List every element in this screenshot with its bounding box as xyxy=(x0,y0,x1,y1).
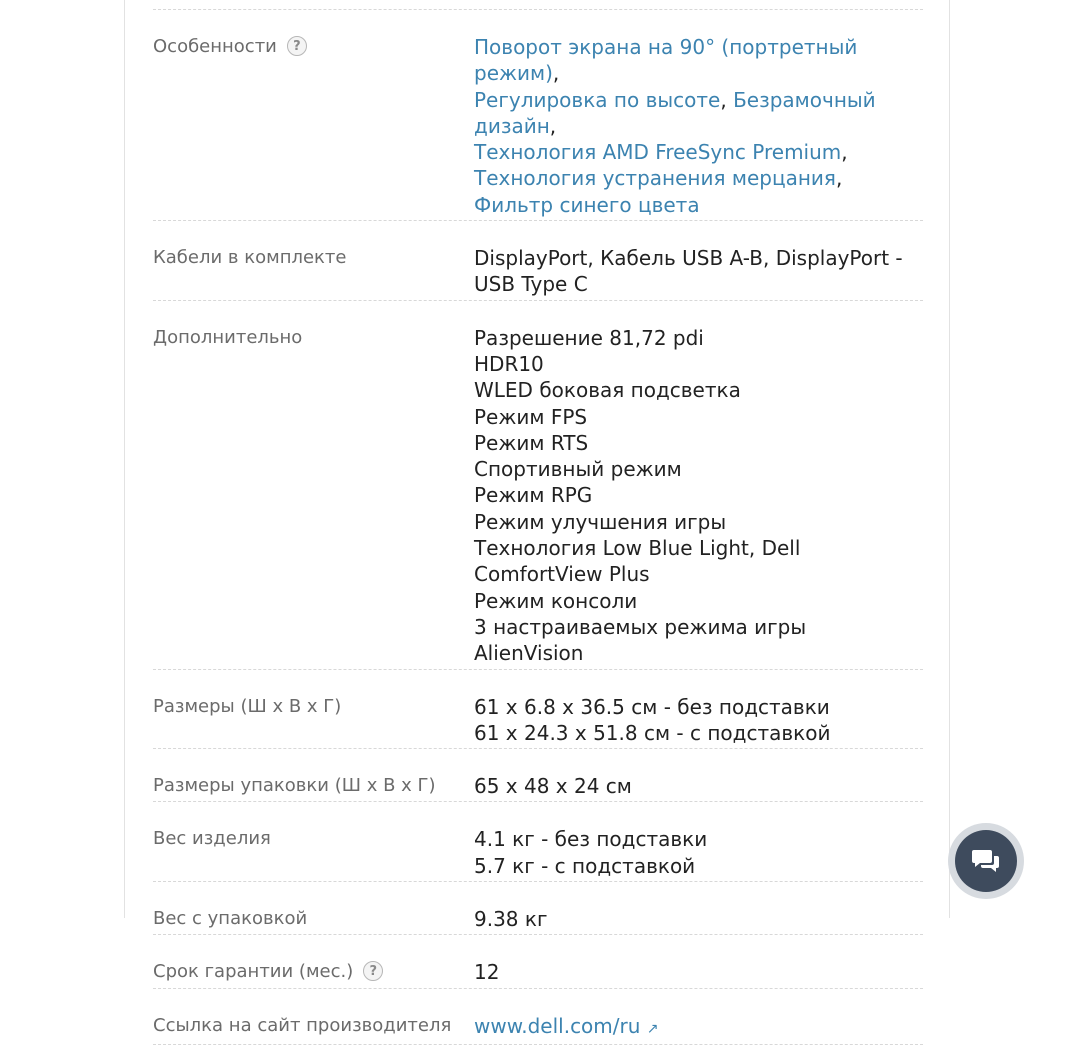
spec-value-weight-packed: 9.38 кг xyxy=(474,907,548,932)
feature-link-flicker-free[interactable]: Технология устранения мерцания xyxy=(474,166,836,191)
spec-value-manufacturer-site xyxy=(474,1013,923,1042)
spec-label-features: Особенности xyxy=(153,36,277,57)
spec-label-weight-packed: Вес с упаковкой xyxy=(153,908,308,930)
dimension-line: 61 x 24.3 x 51.8 см - с подставкой xyxy=(474,720,831,745)
extra-line: HDR10 xyxy=(474,351,544,376)
manufacturer-link[interactable]: www.dell.com/ru xyxy=(474,1013,641,1038)
spec-value-extra xyxy=(474,325,923,667)
spec-value-dimensions xyxy=(474,694,923,747)
chat-bubbles-icon xyxy=(971,847,1001,875)
extra-line: Режим улучшения игры xyxy=(474,509,727,534)
spec-row-warranty xyxy=(153,935,923,988)
weight-line: 5.7 кг - с подставкой xyxy=(474,853,696,878)
feature-link-rotation[interactable]: Поворот экрана на 90° (портретный режим) xyxy=(474,35,858,86)
spec-value-package-dimensions: 65 x 48 x 24 см xyxy=(474,774,632,799)
feature-link-frameless[interactable]: Безрамочный дизайн xyxy=(474,87,876,138)
extra-line: AlienVision xyxy=(474,641,584,666)
spec-row-dimensions xyxy=(153,670,923,750)
extra-line: Спортивный режим xyxy=(474,457,682,482)
spec-value-cables: DisplayPort, Кабель USB A-B, DisplayPort - USB Type C xyxy=(474,246,903,297)
spec-label-weight: Вес изделия xyxy=(153,828,271,850)
spec-row-features xyxy=(153,10,923,221)
chat-button[interactable] xyxy=(955,830,1017,892)
spec-label-warranty: Срок гарантии (мес.) xyxy=(153,961,354,983)
extra-line: 3 настраиваемых режима игры xyxy=(474,614,807,639)
feature-link-height[interactable]: Регулировка по высоте xyxy=(474,87,721,112)
spec-label-dimensions: Размеры (Ш х В х Г) xyxy=(153,695,342,717)
extra-line: Режим RTS xyxy=(474,430,589,455)
spec-label-package-dimensions: Размеры упаковки (Ш х В х Г) xyxy=(153,775,436,797)
extra-line: Режим FPS xyxy=(474,404,588,429)
extra-line: WLED боковая подсветка xyxy=(474,378,741,403)
spec-label-cables: Кабели в комплекте xyxy=(153,247,347,269)
spec-value-weight xyxy=(474,826,923,879)
feature-link-freesync[interactable]: Технология AMD FreeSync Premium xyxy=(474,140,842,165)
extra-line: Режим консоли xyxy=(474,588,638,613)
dimension-line: 61 x 6.8 x 36.5 см - без подставки xyxy=(474,694,830,719)
spec-value-warranty: 12 xyxy=(474,960,500,985)
weight-line: 4.1 кг - без подставки xyxy=(474,827,708,852)
feature-link-blue-filter[interactable]: Фильтр синего цвета xyxy=(474,192,700,217)
extra-line: Режим RPG xyxy=(474,483,593,508)
spec-row-weight-packed xyxy=(153,882,923,935)
spec-row-manufacturer-site xyxy=(153,989,923,1045)
spec-value-features: Поворот экрана на 90° (портретный режим), Регулировка по высоте, Безрамочный дизайн, Технология AMD FreeSync Premium, Технология устранения мерцания, Фильтр синего цвета xyxy=(474,35,876,217)
spec-label-manufacturer-site: Ссылка на сайт производителя xyxy=(153,1014,452,1036)
spec-row-previous xyxy=(153,0,923,10)
specs-panel xyxy=(124,0,950,1038)
spec-row-extra xyxy=(153,301,923,670)
external-link-icon[interactable]: ↗ xyxy=(646,1020,659,1037)
extra-line: Разрешение 81,72 pdi xyxy=(474,325,704,350)
spec-row-cables xyxy=(153,221,923,301)
spec-label-extra: Дополнительно xyxy=(153,326,303,348)
spec-row-weight xyxy=(153,802,923,882)
question-circle-icon[interactable]: ? xyxy=(363,961,383,981)
question-circle-icon[interactable]: ? xyxy=(287,36,307,56)
spec-row-package-dimensions xyxy=(153,749,923,802)
specs-table xyxy=(153,0,923,1045)
extra-line: Технология Low Blue Light, Dell ComfortView Plus xyxy=(474,536,801,587)
